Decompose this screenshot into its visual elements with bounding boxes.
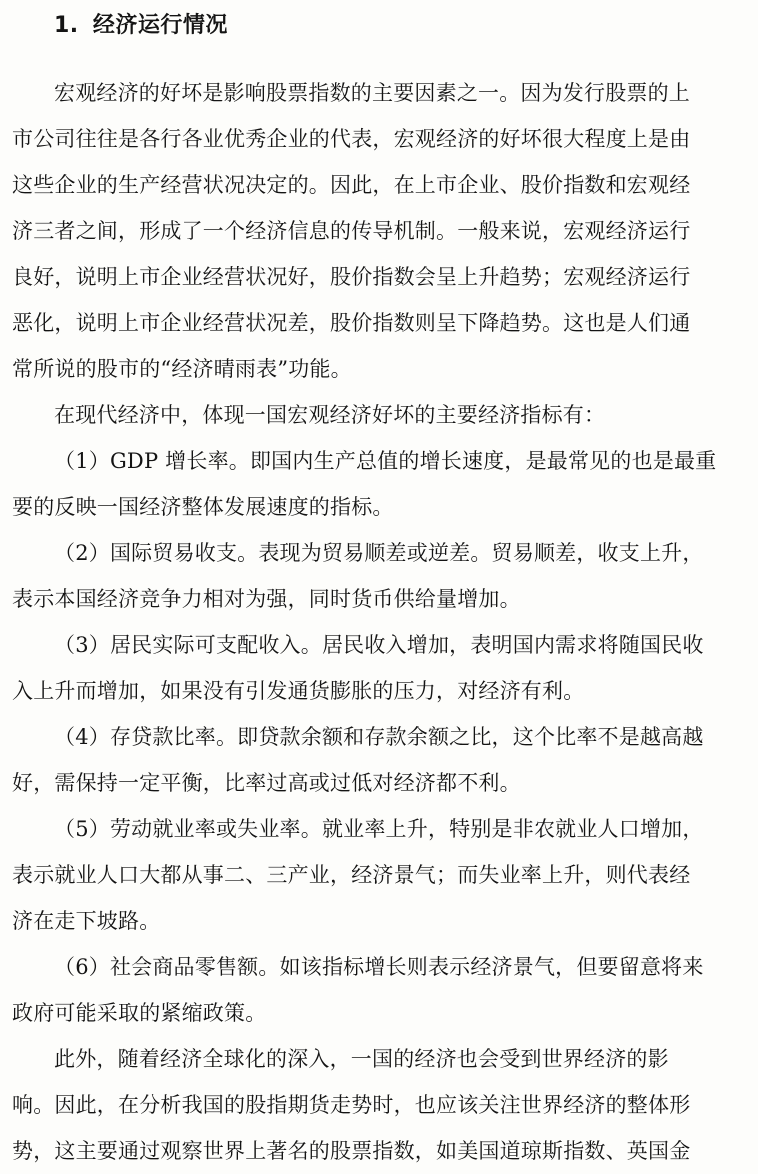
- text-line: 表示本国经济竞争力相对为强，同时货币供给量增加。: [12, 587, 521, 611]
- text-line: 市公司往往是各行各业优秀企业的代表，宏观经济的好坏很大程度上是由: [12, 127, 691, 151]
- paragraph-retail: [12, 944, 734, 1036]
- text-line: （5）劳动就业率或失业率。就业率上升，特别是非农就业人口增加，: [54, 817, 704, 841]
- text-line: 要的反映一国经济整体发展速度的指标。: [12, 495, 394, 519]
- paragraph-income: [12, 622, 734, 714]
- text-line: 宏观经济的好坏是影响股票指数的主要因素之一。因为发行股票的上: [54, 81, 690, 105]
- text-line: 入上升而增加，如果没有引发通货膨胀的压力，对经济有利。: [12, 679, 585, 703]
- text-line: 势，这主要通过观察世界上著名的股票指数，如美国道琼斯指数、英国金: [12, 1139, 691, 1163]
- text-line: 良好，说明上市企业经营状况好，股价指数会呈上升趋势；宏观经济运行: [12, 265, 691, 289]
- paragraph-employment: [12, 806, 734, 944]
- paragraph-intro: [12, 70, 734, 392]
- section-number: 1.: [54, 13, 79, 38]
- paragraph-gdp: [12, 438, 734, 530]
- text-line: 在现代经济中，体现一国宏观经济好坏的主要经济指标有：: [54, 403, 606, 427]
- text-line: 政府可能采取的紧缩政策。: [12, 1001, 267, 1025]
- text-line: 常所说的股市的“经济晴雨表”功能。: [12, 357, 352, 381]
- text-line: （6）社会商品零售额。如该指标增长则表示经济景气，但要留意将来: [54, 955, 704, 979]
- text-line: （4）存贷款比率。即贷款余额和存款余额之比，这个比率不是越高越: [54, 725, 704, 749]
- text-line: 响。因此，在分析我国的股指期货走势时，也应该关注世界经济的整体形: [12, 1093, 691, 1117]
- text-line: 表示就业人口大都从事二、三产业，经济景气；而失业率上升，则代表经: [12, 863, 691, 887]
- text-line: （1）GDP 增长率。即国内生产总值的增长速度，是最常见的也是最重: [54, 449, 717, 473]
- section-title: 经济运行情况: [92, 13, 228, 38]
- text-line: （3）居民实际可支配收入。居民收入增加，表明国内需求将随国民收: [54, 633, 704, 657]
- paragraph-global: [12, 1036, 734, 1174]
- text-line: 此外，随着经济全球化的深入，一国的经济也会受到世界经济的影: [54, 1047, 669, 1071]
- text-line: 济三者之间，形成了一个经济信息的传导机制。一般来说，宏观经济运行: [12, 219, 691, 243]
- text-line: （2）国际贸易收支。表现为贸易顺差或逆差。贸易顺差，收支上升，: [54, 541, 704, 565]
- section-heading: [54, 8, 734, 44]
- paragraph-trade: [12, 530, 734, 622]
- text-line: 好，需保持一定平衡，比率过高或过低对经济都不利。: [12, 771, 521, 795]
- text-line: 恶化，说明上市企业经营状况差，股价指数则呈下降趋势。这也是人们通: [12, 311, 691, 335]
- paragraph-indicators-intro: [54, 392, 734, 438]
- paragraph-loan-ratio: [12, 714, 734, 806]
- text-line: 济在走下坡路。: [12, 909, 161, 933]
- text-line: 这些企业的生产经营状况决定的。因此，在上市企业、股价指数和宏观经: [12, 173, 691, 197]
